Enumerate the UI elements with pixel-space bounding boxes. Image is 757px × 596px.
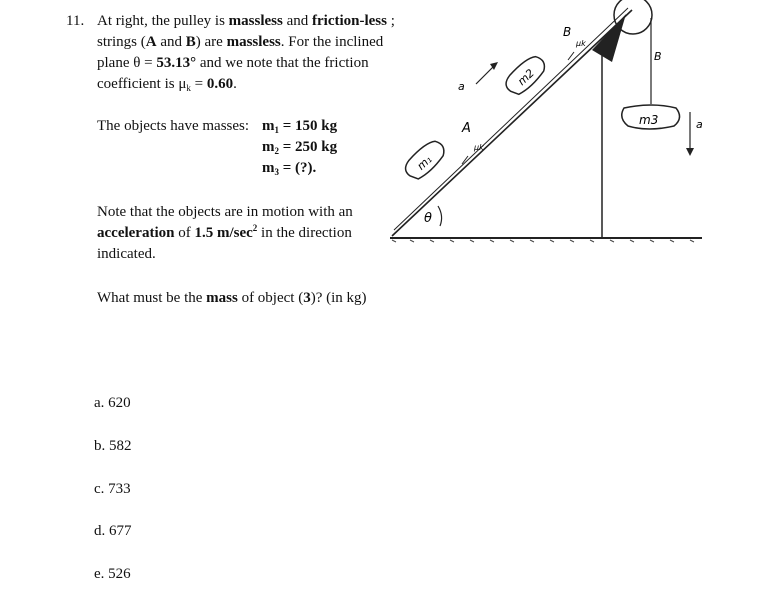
accel-label-incline: a — [458, 80, 465, 93]
theta-label: θ — [424, 211, 432, 226]
incline-surface — [392, 10, 632, 236]
question-number: 11. — [66, 13, 85, 29]
string-a-label: A — [462, 121, 471, 136]
mass-2-label: m2 — [515, 66, 537, 89]
mass-3: $m_3$ = (?). — [262, 160, 317, 177]
choice-c[interactable]: c. 733 — [94, 481, 131, 497]
pulley-diagram — [380, 0, 720, 260]
pulley-wheel — [614, 0, 652, 34]
friction-arrow-2 — [568, 52, 574, 60]
mass-2: $m_2 = 250$ kg — [262, 139, 338, 156]
string-a — [394, 8, 628, 230]
mass-1: $m_1 = 150$ kg — [262, 118, 338, 135]
choice-a[interactable]: a. 620 — [94, 395, 131, 411]
mass-3-label: m3 — [639, 113, 659, 127]
string-b-label-left: B — [563, 25, 572, 39]
question-intro: At right, the pulley is massless and friction-less ; strings (A and B) are massless. For the inclined plane θ = 53.13° and we note that the friction coefficient is $\mu_k = 0.60$. — [97, 13, 395, 93]
accel-label-right: a — [696, 118, 703, 131]
choice-d[interactable]: d. 677 — [94, 523, 132, 539]
string-b-label-right: B — [654, 50, 662, 63]
accel-incline-line — [476, 66, 494, 84]
accel-down-arrowhead — [686, 148, 694, 156]
ground-hatching — [392, 240, 694, 242]
acceleration-note: Note that the objects are in motion with an acceleration of 1.5 $m/\sec^2$ in the direction indicated. — [97, 204, 353, 262]
choice-b[interactable]: b. 582 — [94, 438, 132, 454]
mass-1-label: m₁ — [414, 152, 435, 173]
friction-label-2: μk — [576, 39, 586, 48]
question-prompt: What must be the mass of object (3)? (in kg) — [97, 290, 367, 306]
theta-arc — [438, 206, 442, 226]
choice-e[interactable]: e. 526 — [94, 566, 131, 582]
masses-label: The objects have masses: — [97, 118, 250, 134]
friction-label-1: μk — [474, 143, 484, 152]
